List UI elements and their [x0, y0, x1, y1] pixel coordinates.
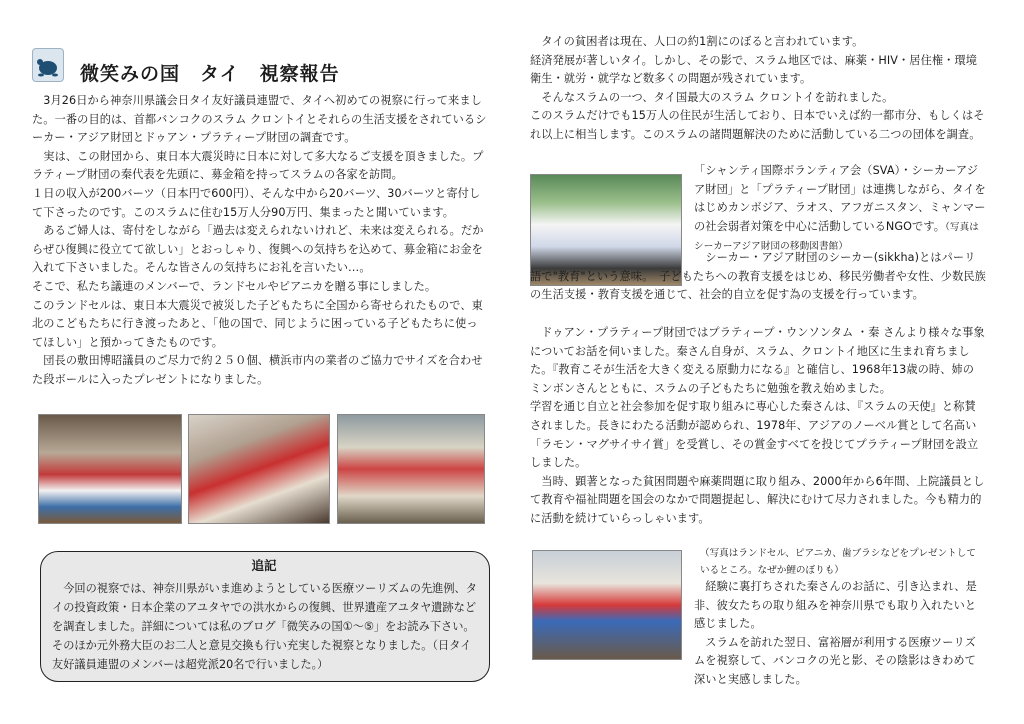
page-title: 微笑みの国 タイ 視察報告: [80, 63, 340, 85]
sva-text: 「シャンティ国際ボランティア会（SVA）・シーカーアジア財団」と「プラティープ財団」は連携しながら、タイをはじめカンボジア、ラオス、アフガニスタン、ミャンマーの社会弱者対策を中心に活動しているNGOです。: [694, 164, 986, 233]
sva-section: [694, 162, 986, 257]
photo-present-giving: [532, 550, 682, 660]
photo-children: [188, 414, 330, 524]
paragraph: 当時、顕著となった貧困問題や麻薬問題に取り組み、2000年から6年間、上院議員として教育や福祉問題を国会のなかで問題提起し、解決にむけて尽力されました。今も精力的に活動を続けていらっしゃいます。: [530, 474, 985, 525]
right-column-intro: [530, 33, 985, 145]
paragraph: このランドセルは、東日本大震災で被災した子どもたちに全国から寄せられたもので、東北のこどもたちに行き渡ったあと、「他の国で、同じように困っている子どもたちに使ってほしい」と預かってきたものです。: [32, 298, 483, 349]
photo-presentation: [38, 414, 182, 524]
paragraph: ドゥアン・プラティープ財団ではプラティープ・ウンソンタム ・秦 さんより様々な事象についてお話を伺いました。秦さん自身が、スラム、クロントイ地区に生まれ育ちました。『教育こそが生活を大きく変える原動力になる』と確信し、1968年13歳の時、姉のミンボンさんとともに、スラムの子どもたちに勉強を教え始めました。: [530, 326, 985, 395]
postscript-body: 今回の視察では、神奈川県がいま進めようとしている医療ツーリズムの先進例、タイの投資政策・日本企業のアユタヤでの洪水からの復興、世界遺産アユタヤ遺跡などを調査しました。詳細については私のブログ「微笑みの国①〜⑤」をお読み下さい。そのほか元外務大臣のお二人と意見交換も行い充実した視察となりました。（日タイ友好議員連盟のメンバーは超党派20名で行いました。）: [52, 582, 477, 671]
photo-group: [337, 414, 485, 524]
paragraph: あるご婦人は、寄付をしながら「過去は変えられないけれど、未来は変えられる。だからぜひ復興に役立てて欲しい」とおっしゃり、復興への気持ちを込めて、募金箱にお金を入れて下さいました。そんな皆さんの気持ちにお礼を言いたい…。: [32, 224, 484, 275]
right-column-body: [530, 324, 985, 529]
photo-caption: （写真はランドセル、ピアニカ、歯ブラシなどをプレゼントしているところ。なぜか鯉のぼりも）: [700, 548, 976, 576]
sikkha-paragraph: シーカー・アジア財団のシーカー(sikkha)とはパーリ語で"教育"という意味。 子どもたちへの教育支援をはじめ、移民労働者や女性、少数民族の生活支援・教育支援を通じて、社会的自立を促す為の支援を行っています。: [530, 251, 986, 302]
paragraph: 経験に裏打ちされた秦さんのお話に、引き込まれ、是非、彼女たちの取り組みを神奈川県でも取り入れたいと感じました。: [694, 580, 977, 631]
paragraph: １日の収入が200バーツ（日本円で600円）、そんな中から20バーツ、30バーツと寄付して下さったのです。このスラムに住む15万人分90万円、集まったと聞いています。: [32, 186, 481, 219]
sva-caption: （写真はシーカーアジア財団の移動図書館）: [694, 221, 979, 253]
closing: [694, 578, 986, 690]
paragraph: 経済発展が著しいタイ。しかし、その影で、スラム地区では、麻薬・HIV・居住権・環境衛生・就労・就学など数多くの問題が残されています。: [530, 53, 978, 86]
left-column: [32, 92, 488, 390]
paragraph: 実は、この財団から、東日本大震災時に日本に対して多大なるご支援を頂きました。プラティープ財団の秦代表を先頭に、募金箱を持ってスラムの各家を訪問。: [32, 149, 484, 182]
paragraph: そこで、私たち議連のメンバーで、ランドセルやピアニカを贈る事にしました。: [32, 279, 437, 293]
postscript-title: 追記: [251, 558, 277, 573]
paragraph: 3月26日から神奈川県議会日タイ友好議員連盟で、タイへ初めての視察に行って来ました。一番の目的は、首都バンコクのスラム クロントイとそれらの生活支援をされているシーカー・アジア財団とドゥアン・プラティープ財団の調査です。: [32, 94, 487, 145]
turtle-logo-icon: [32, 48, 64, 82]
paragraph: 学習を通じ自立と社会参加を促す取り組みに専心した秦さんは、『スラムの天使』と称賛されました。長きにわたる活動が認められ、1978年、アジアのノーベル賞として名高い「ラモン・マグサイサイ賞」を受賞し、その賞金すべてを投じてプラティープ財団を設立しました。: [530, 400, 979, 470]
paragraph: このスラムだけでも15万人の住民が生活しており、日本でいえば約一都市分、もしくはそれ以上に相当します。このスラムの諸問題解決のために活動している二つの団体を調査。: [530, 109, 985, 141]
paragraph: タイの貧困者は現在、人口の約1割にのぼると言われています。: [530, 35, 864, 48]
paragraph: そんなスラムの一つ、タイ国最大のスラム クロントイを訪れました。: [530, 90, 894, 104]
paragraph: スラムを訪れた翌日、富裕層が利用する医療ツーリズムを視察して、バンコクの光と影、その陰影はきわめて深いと実感しました。: [694, 635, 976, 686]
paragraph: 団長の敷田博昭議員のご尽力で約２５０個、横浜市内の業者のご協力でサイズを合わせた段ボールに入ったプレゼントになりました。: [32, 354, 483, 386]
